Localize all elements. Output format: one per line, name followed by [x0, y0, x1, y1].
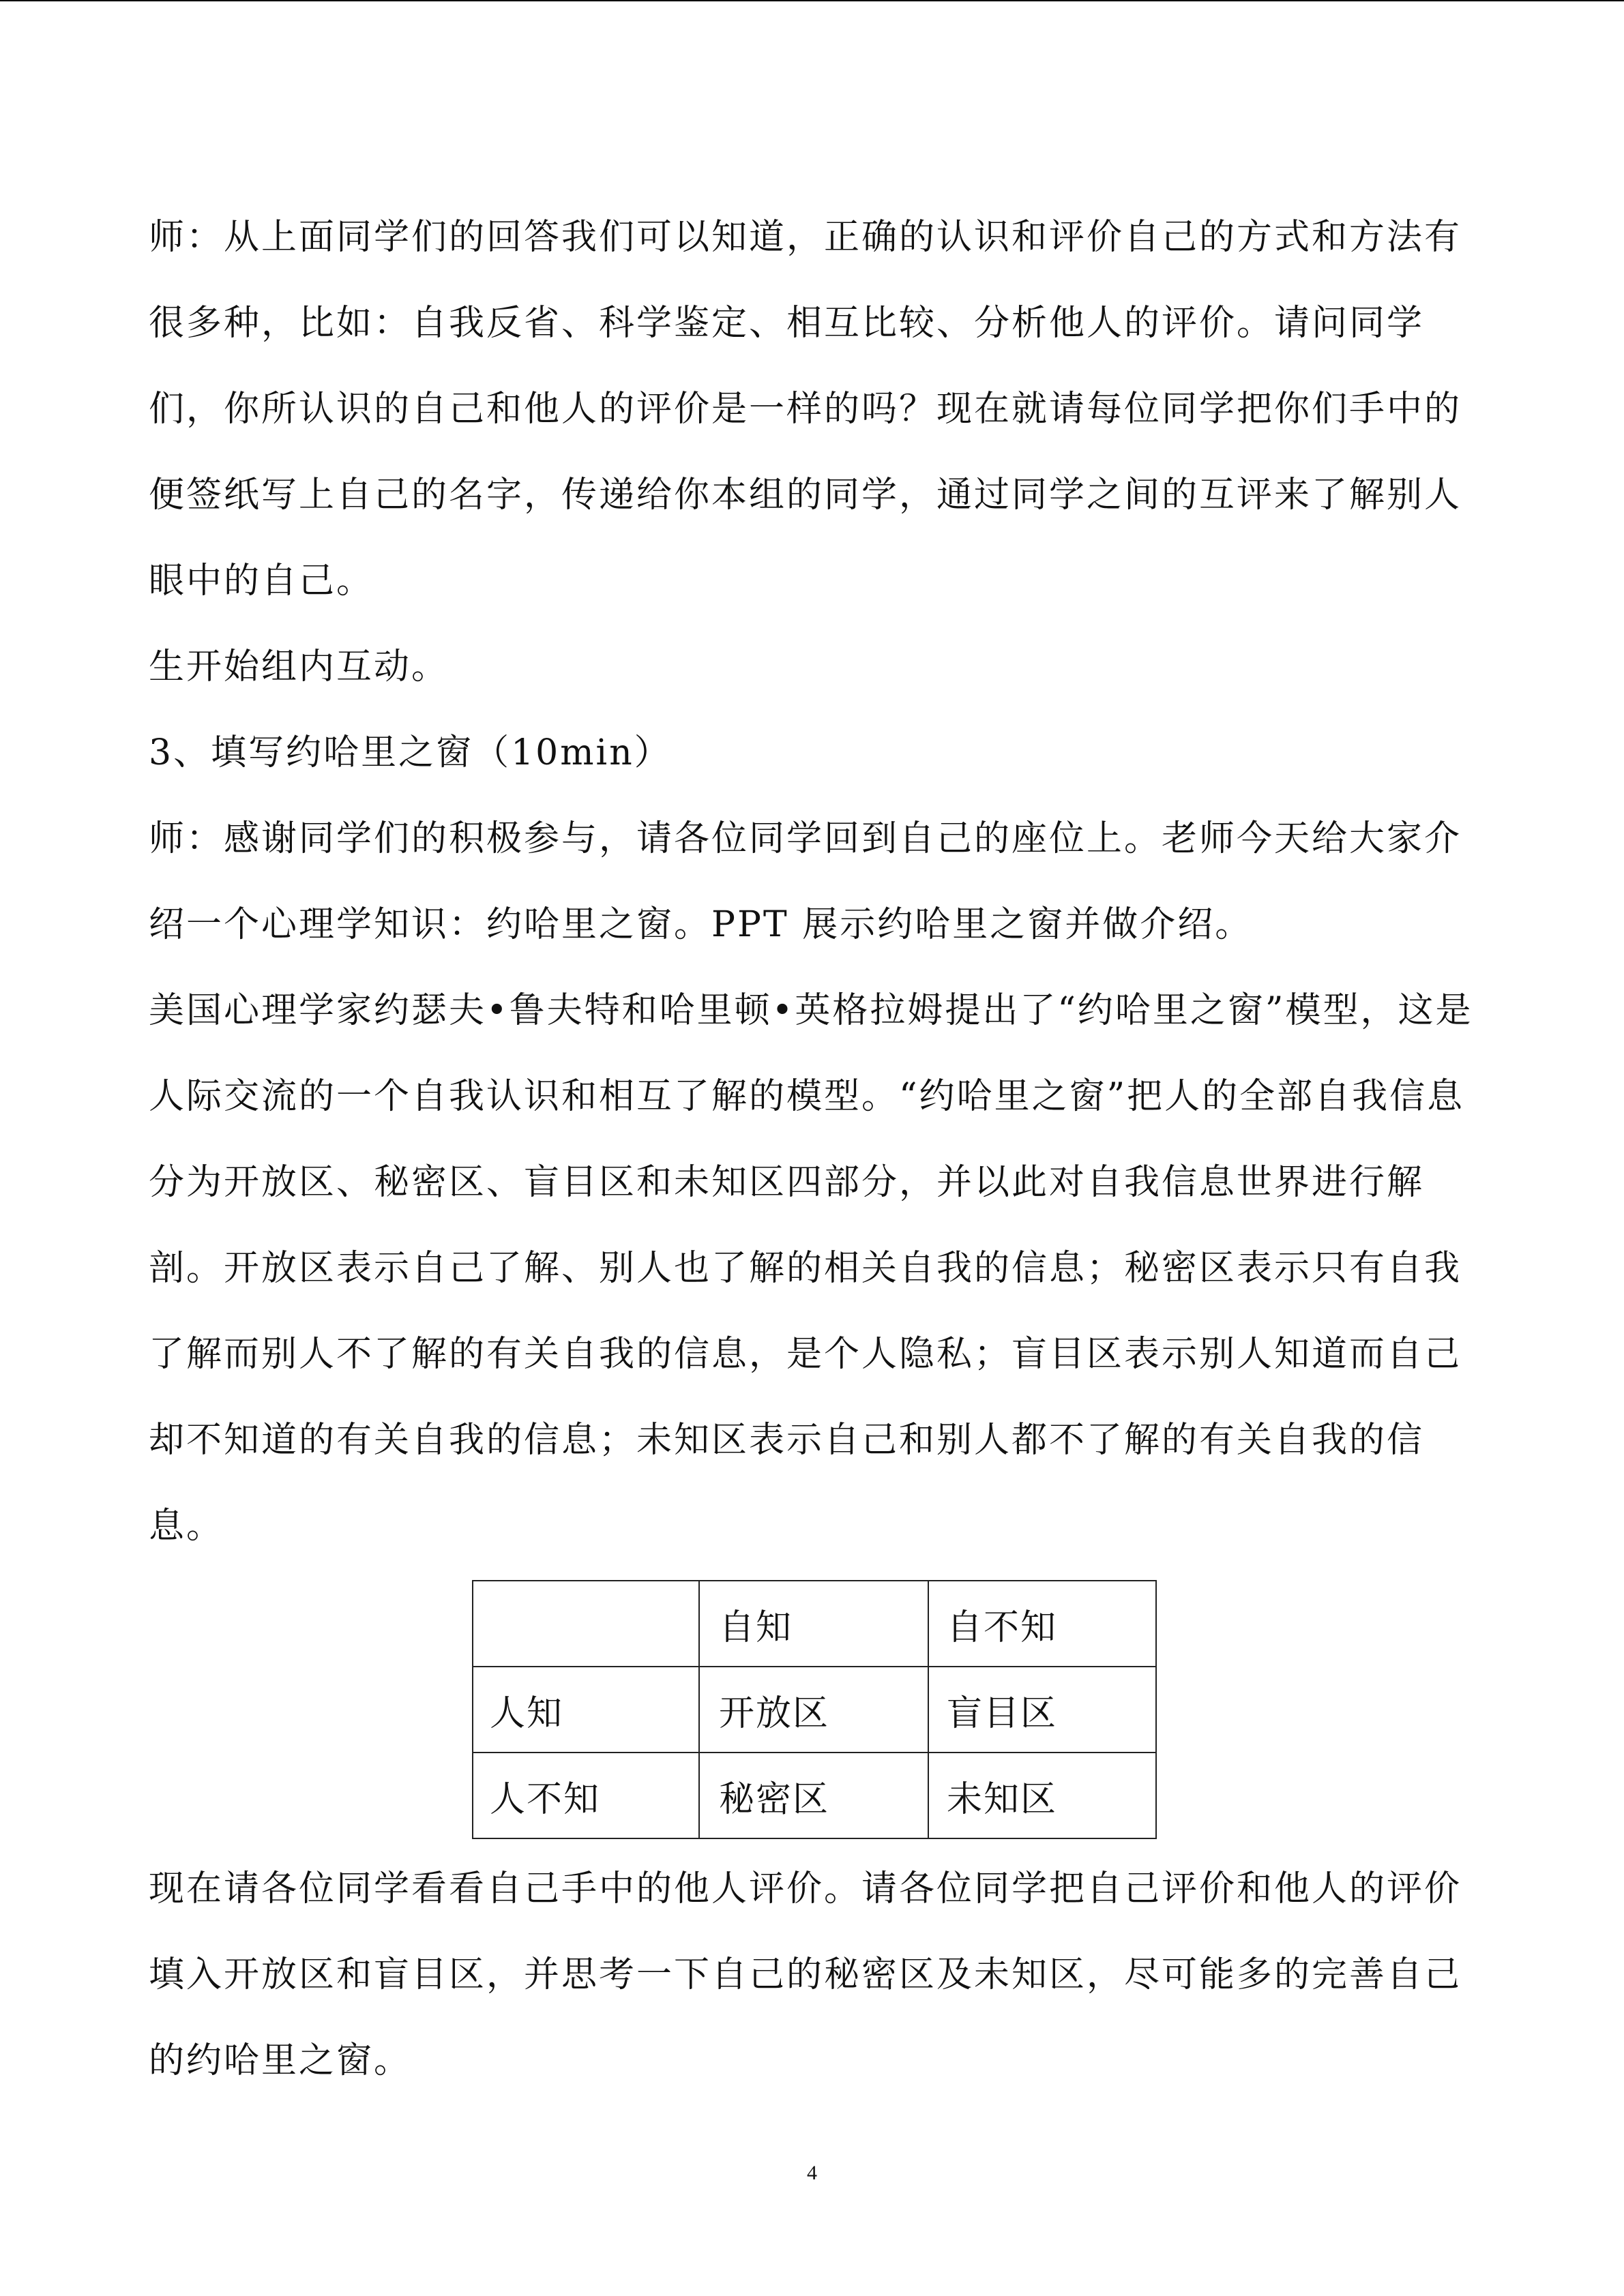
- table-header-cell: 自知: [699, 1581, 928, 1667]
- table-cell: 开放区: [699, 1667, 928, 1753]
- table-cell: [473, 1581, 699, 1667]
- table-row-label: 人不知: [473, 1753, 699, 1838]
- table-cell: 盲目区: [928, 1667, 1156, 1753]
- paragraph-fill-instruction: 现在请各位同学看看自己手中的他人评价。请各位同学把自己评价和他人的评价填入开放区和盲目区，并思考一下自己的秘密区及未知区，尽可能多的完善自己的约哈里之窗。: [149, 1868, 1462, 2081]
- table-row: [473, 1753, 1156, 1838]
- table-cell: 秘密区: [699, 1753, 928, 1838]
- paragraph-teacher-intro: 师：从上面同学们的回答我们可以知道，正确的认识和评价自己的方式和方法有很多种，比如：自我反省、科学鉴定、相互比较、分析他人的评价。请问同学们，你所认识的自己和他人的评价是一样的吗？现在就请每位同学把你们手中的便签纸写上自己的名字，传递给你本组的同学，通过同学之间的互评来了解别人眼中的自己。: [149, 217, 1462, 601]
- section-heading-johari: 3、填写约哈里之窗（10min）: [149, 732, 672, 773]
- table-header-row: [473, 1581, 1156, 1667]
- table-row-label: 人知: [473, 1667, 699, 1753]
- table-row: [473, 1667, 1156, 1753]
- paragraph-student-interaction: 生开始组内互动。: [149, 646, 449, 687]
- page-top-border: [0, 0, 1624, 1]
- paragraph-johari-explanation: 美国心理学家约瑟夫•鲁夫特和哈里顿•英格拉姆提出了“约哈里之窗”模型，这是人际交流的一个自我认识和相互了解的模型。“约哈里之窗”把人的全部自我信息分为开放区、秘密区、盲目区和未知区四部分，并以此对自我信息世界进行解剖。开放区表示自己了解、别人也了解的相关自我的信息；秘密区表示只有自我了解而别人不了解的有关自我的信息，是个人隐私；盲目区表示别人知道而自己却不知道的有关自我的信息；未知区表示自己和别人都不了解的有关自我的信息。: [149, 990, 1473, 1547]
- table-header-cell: 自不知: [928, 1581, 1156, 1667]
- document-body: [149, 194, 1486, 2104]
- page-number: 4: [807, 2162, 817, 2184]
- paragraph-teacher-johari: 师：感谢同学们的积极参与，请各位同学回到自己的座位上。老师今天给大家介绍一个心理学知识：约哈里之窗。PPT 展示约哈里之窗并做介绍。: [149, 818, 1462, 945]
- table-cell: 未知区: [928, 1753, 1156, 1838]
- johari-window-table: [472, 1580, 1157, 1839]
